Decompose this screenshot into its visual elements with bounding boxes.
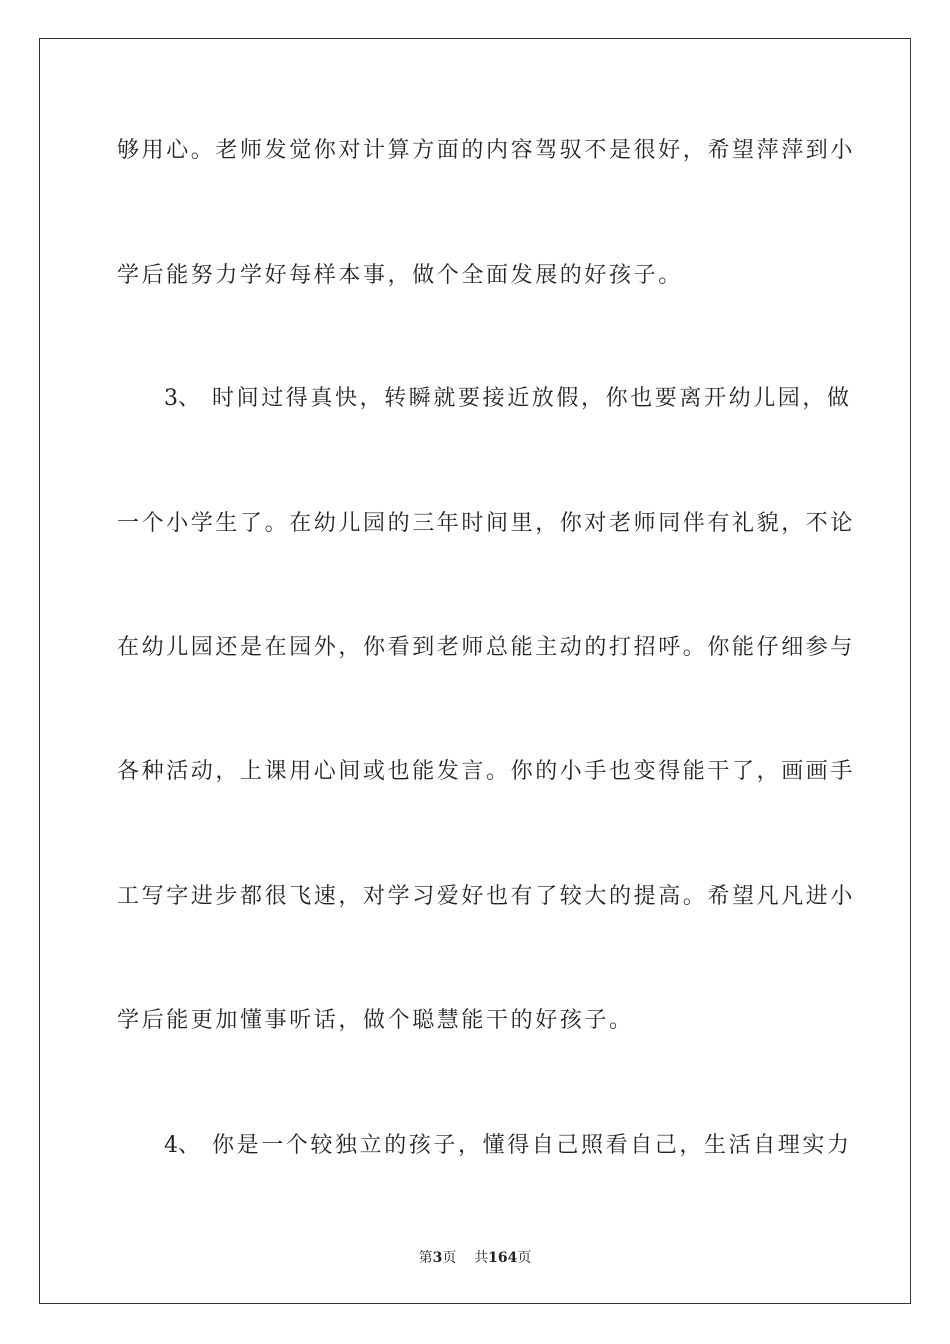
page-suffix: 页 [442,1250,457,1266]
page-number: 3 [432,1250,443,1266]
page-border [39,38,911,1304]
text-line: 时间过得真快，转瞬就要接近放假，你也要离开幼儿园，做 [212,386,852,411]
text-line: 在幼儿园还是在园外，你看到老师总能主动的打招呼。你能仔细参与 [117,635,856,660]
paragraph-number: 4、 [164,1133,200,1158]
text-line: 你是一个较独立的孩子，懂得自己照看自己，生活自理实力 [212,1133,852,1158]
text-line: 学后能努力学好每样本事，做个全面发展的好孩子。 [117,263,683,288]
text-line: 工写字进步都很飞速，对学习爱好也有了较大的提高。希望凡凡进小 [117,884,856,909]
page-footer [0,1247,950,1267]
text-line: 一个小学生了。在幼儿园的三年时间里，你对老师同伴有礼貌，不论 [117,511,856,536]
paragraph-number: 3、 [164,386,200,411]
text-line: 够用心。老师发觉你对计算方面的内容驾驭不是很好，希望萍萍到小 [117,138,856,163]
total-pages: 164 [488,1250,518,1266]
total-suffix: 页 [517,1250,532,1266]
numbered-paragraph-start [164,1131,852,1161]
page-prefix: 第 [418,1250,433,1266]
numbered-paragraph-start [164,384,852,414]
text-line: 各种活动，上课用心间或也能发言。你的小手也变得能干了，画画手 [117,759,856,784]
text-line: 学后能更加懂事听话，做个聪慧能干的好孩子。 [117,1008,634,1033]
total-prefix: 共 [474,1250,489,1266]
